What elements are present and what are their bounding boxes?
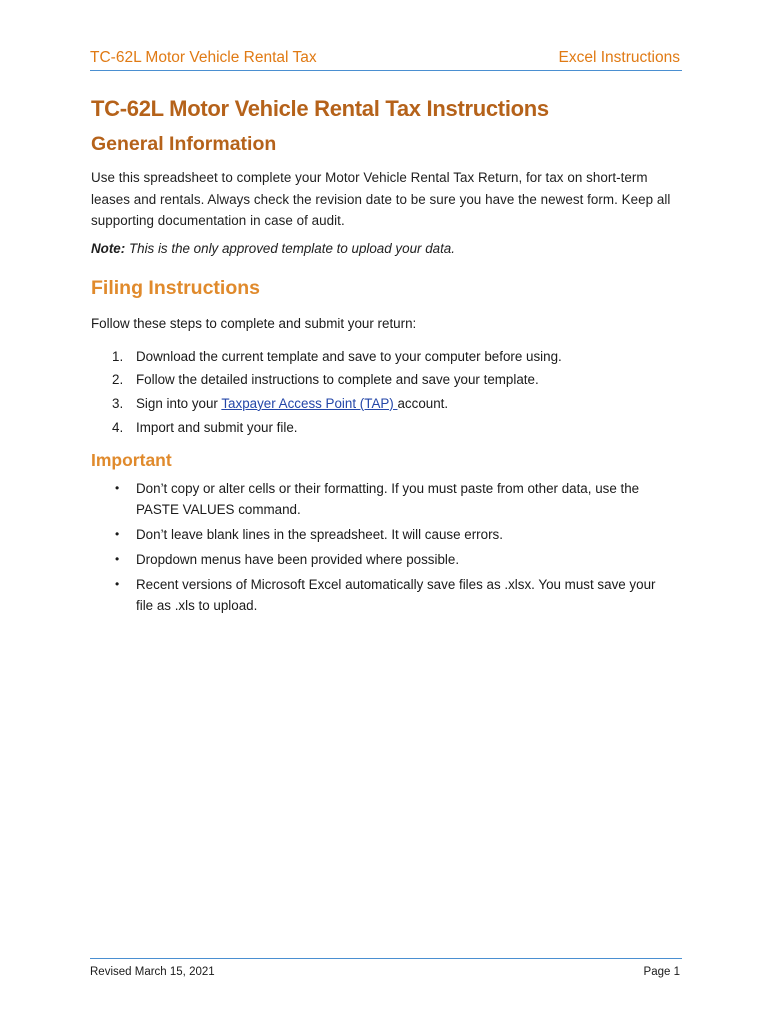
- list-item: [91, 549, 683, 570]
- list-item: [91, 524, 683, 545]
- bullet-icon: •: [115, 481, 120, 496]
- step-text-suffix: account.: [397, 395, 449, 411]
- page-footer: [90, 958, 682, 983]
- header-section-name: Excel Instructions: [558, 49, 680, 66]
- step-text-prefix: Sign into your: [136, 395, 222, 411]
- filing-steps-list: [91, 345, 683, 440]
- list-item: [91, 392, 683, 416]
- page-header: [90, 48, 682, 71]
- taxpayer-access-point-link[interactable]: Taxpayer Access Point (TAP): [221, 395, 398, 411]
- bullet-text: Don’t copy or alter cells or their formatting. If you must paste from other data, use the PASTE VALUES command.: [136, 481, 640, 518]
- note-label: Note:: [91, 240, 126, 256]
- bullet-text: Dropdown menus have been provided where possible.: [136, 552, 460, 568]
- filing-intro: Follow these steps to complete and submit your return:: [91, 315, 417, 331]
- list-item: [91, 574, 683, 616]
- list-item: [91, 416, 683, 440]
- important-heading: Important: [91, 450, 172, 471]
- step-text: Import and submit your file.: [136, 419, 298, 435]
- bullet-icon: •: [115, 577, 120, 592]
- note-line: [91, 239, 683, 259]
- general-information-paragraph: Use this spreadsheet to complete your Motor Vehicle Rental Tax Return, for tax on short-term leases and rentals. Always check the revision date to be sure you have the newest form. Keep all supporting documentation in case of audit.: [91, 170, 671, 228]
- filing-instructions-heading: Filing Instructions: [91, 276, 260, 299]
- bullet-icon: •: [115, 552, 120, 567]
- important-list: [91, 478, 683, 616]
- page-number: Page 1: [643, 966, 680, 978]
- page-title: TC-62L Motor Vehicle Rental Tax Instructions: [91, 96, 549, 121]
- step-text: Follow the detailed instructions to complete and save your template.: [136, 372, 539, 388]
- document-body: [91, 93, 683, 620]
- header-doc-name: TC-62L Motor Vehicle Rental Tax: [90, 49, 317, 66]
- list-item: [91, 478, 683, 520]
- step-number: 4.: [112, 419, 124, 435]
- list-item: [91, 368, 683, 392]
- step-number: 3.: [112, 395, 124, 411]
- bullet-icon: •: [115, 527, 120, 542]
- step-number: 2.: [112, 372, 124, 388]
- list-item: [91, 345, 683, 369]
- step-text: Download the current template and save to your computer before using.: [136, 348, 562, 364]
- general-information-heading: General Information: [91, 133, 277, 155]
- step-number: 1.: [112, 348, 124, 364]
- bullet-text: Don’t leave blank lines in the spreadsheet. It will cause errors.: [136, 527, 503, 543]
- note-text: This is the only approved template to upload your data.: [125, 240, 455, 256]
- revision-date: Revised March 15, 2021: [90, 966, 215, 978]
- bullet-text: Recent versions of Microsoft Excel automatically save files as .xlsx. You must save your file as .xls to upload.: [136, 577, 656, 614]
